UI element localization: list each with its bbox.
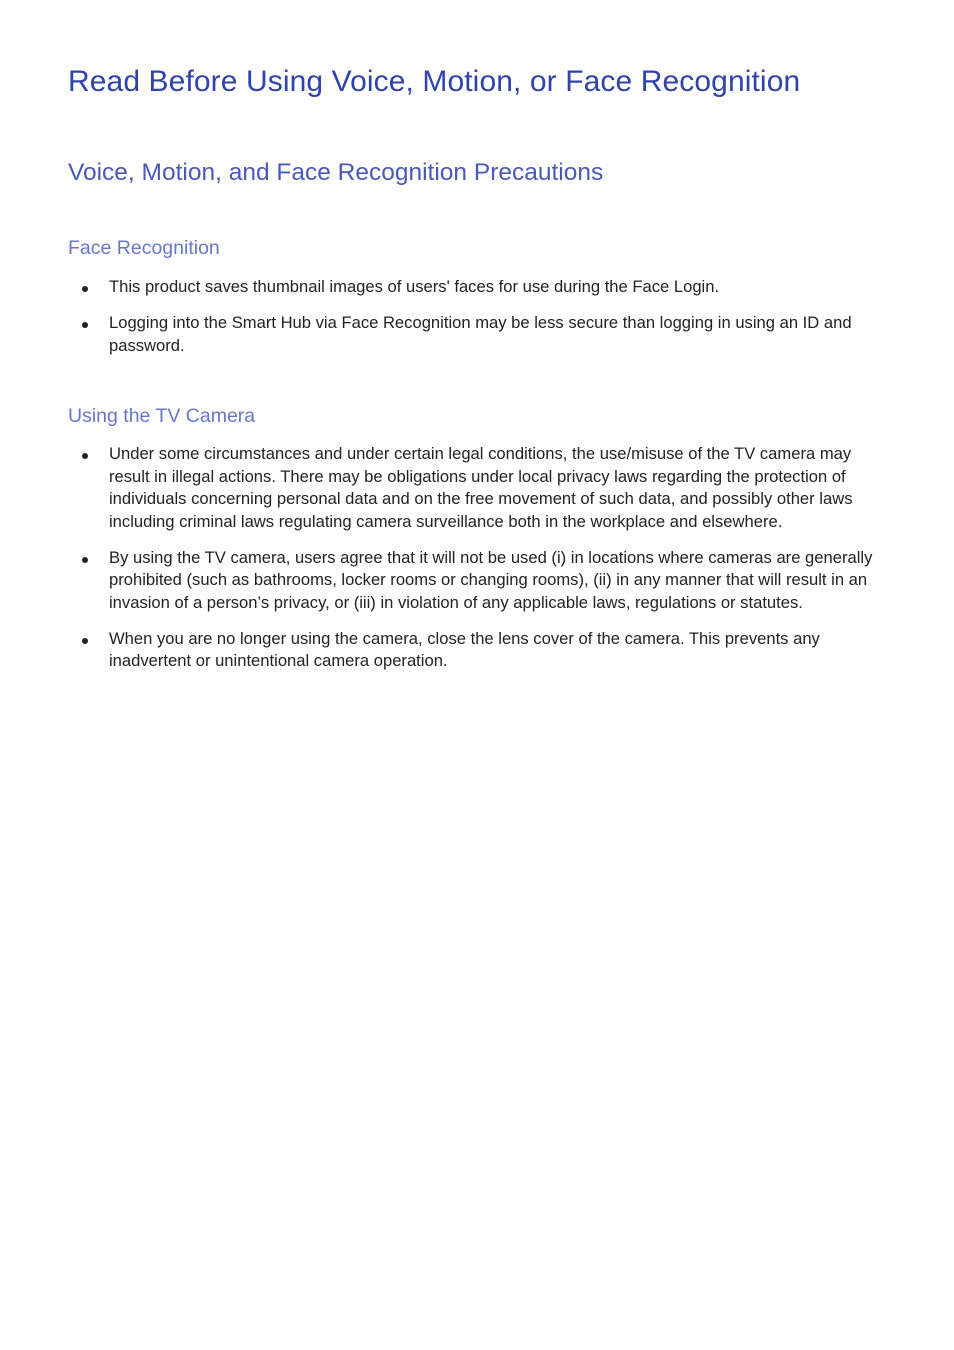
bullet-icon <box>82 557 88 563</box>
list-item <box>68 443 884 533</box>
list-item-text: When you are no longer using the camera, close the lens cover of the camera. This prevents any inadvertent or unintentional camera operation. <box>109 628 820 670</box>
face-recognition-list <box>68 276 884 371</box>
list-item-text: This product saves thumbnail images of users' faces for use during the Face Login. <box>109 277 720 296</box>
tv-camera-list <box>68 443 884 686</box>
list-item <box>68 628 884 673</box>
list-item <box>68 276 884 299</box>
bullet-icon <box>82 638 88 644</box>
section-heading-face-recognition: Face Recognition <box>68 237 220 259</box>
list-item-text: Logging into the Smart Hub via Face Recognition may be less secure than logging in using an ID and password. <box>109 313 852 355</box>
list-item-text: By using the TV camera, users agree that it will not be used (i) in locations where cameras are generally prohibited (such as bathrooms, locker rooms or changing rooms), (ii) in any manner that will result in an invasion of a person’s privacy, or (iii) in violation of any applicable laws, regulations or statutes. <box>109 547 873 612</box>
section-heading-tv-camera: Using the TV Camera <box>68 405 256 427</box>
list-item-text: Under some circumstances and under certain legal conditions, the use/misuse of the TV camera may result in illegal actions. There may be obligations under local privacy laws regarding the protection of individuals concerning personal data and on the free movement of such data, and possibly other laws including criminal laws regulating camera surveillance both in the workplace and elsewhere. <box>109 444 853 531</box>
list-item <box>68 547 884 615</box>
bullet-icon <box>82 453 88 459</box>
bullet-icon <box>82 322 88 328</box>
bullet-icon <box>82 286 88 292</box>
page-title: Read Before Using Voice, Motion, or Face Recognition <box>68 65 801 98</box>
list-item <box>68 312 884 357</box>
page-subtitle: Voice, Motion, and Face Recognition Precautions <box>68 159 604 186</box>
